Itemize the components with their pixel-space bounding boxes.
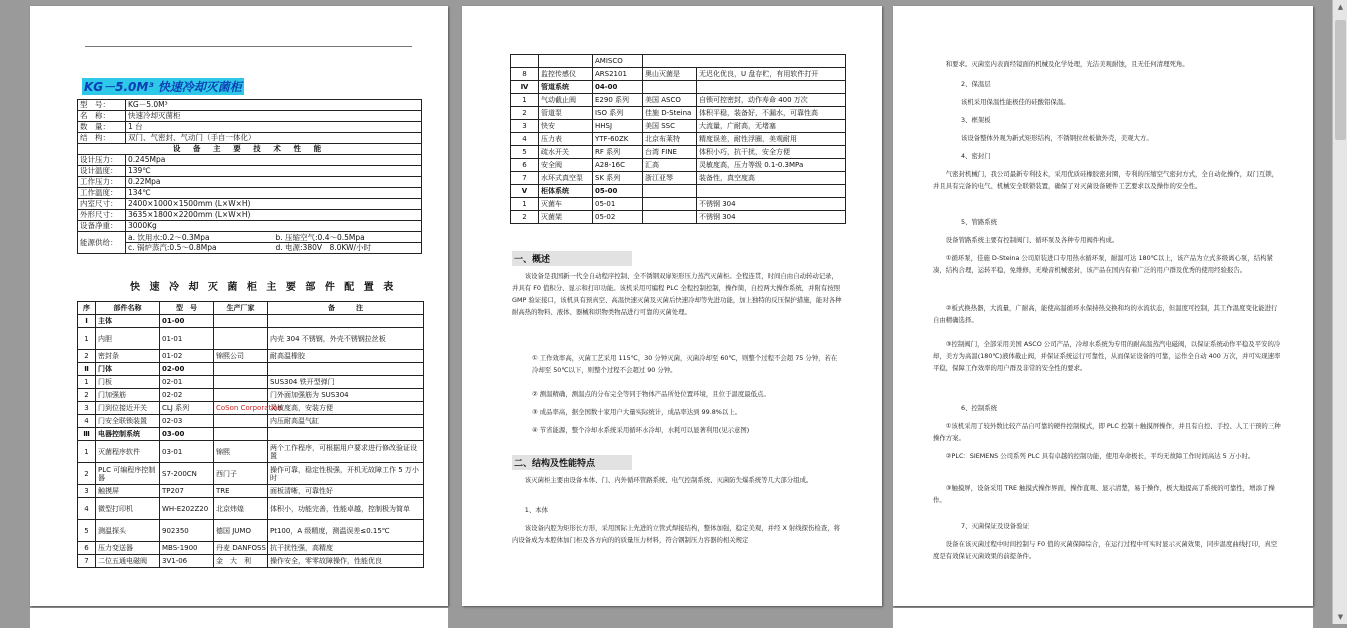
p3-para-control-b: ②PLC：SIEMENS 公司系列 PLC 具有卓越的控制功能，使用寿命极长，平均无故障工作时间高达 5 万小时。 — [945, 452, 1255, 460]
p3-para-pipe-b: ①循环泵，佳施 D-Steina 公司原装进口专用热水循环泵，耐温可达 180℃以上，该产品为立式多级离心泵，结构紧凑，结构合理，运转平稳，免维修，无噪音机械密封，该产品在国内有着广泛的用户群及优秀的使用经验报告。 — [933, 254, 1273, 274]
perf-row — [78, 155, 422, 166]
table-cell — [268, 315, 424, 328]
table-cell: SK 系列 — [593, 172, 643, 185]
table-cell: 04-00 — [593, 81, 643, 94]
config-header-row — [78, 302, 424, 315]
table-cell: 美国 ASCO — [643, 94, 697, 107]
table-cell: 面板清晰，可靠性好 — [268, 485, 424, 498]
scroll-up-arrow-icon[interactable]: ▲ — [1337, 3, 1344, 11]
table-cell: 气动截止阀 — [539, 94, 593, 107]
table-cell: 7 — [78, 555, 96, 568]
next-page-3 — [893, 608, 1313, 628]
table-cell: 02-00 — [160, 363, 214, 376]
body-paragraph: 该设备内腔为矩形长方形，采用国际上先进的立管式焊接结构，整体加强，稳定美观，并经 X 射线探伤检查，将内设备成为本腔体加门柜及各方向的的质量压力材料，符合钢制压力容器的相关规定 — [512, 524, 840, 544]
table-cell: 二位五通电磁阀 — [96, 555, 160, 568]
config-section-row — [78, 315, 424, 328]
p3-para-insulation: 该机采用保温性能极佳的硅酸铝保温。 — [961, 98, 1070, 106]
p3-para-pipe-d: ③控制阀门，全部采用美国 ASCO 公司产品，冷却水系统为专用的耐高温蒸汽电磁阀，以保证系统动作平稳及平安的冷却，美方为高温(180℃)液体截止阀，并保证系统运行可靠性，从而保证设备的可靠，运作全自动 400 万次，并可实现速率平稳，保障工作效率的用户群及非常的安全性的要求。 — [933, 340, 1281, 372]
table-cell: 0.22Mpa — [126, 177, 422, 188]
energy-item: a. 饮用水:0.2～0.3Mpa — [128, 232, 210, 242]
table-cell: 2 — [511, 211, 539, 224]
table-cell: 3 — [511, 120, 539, 133]
p3-para-frame: 该设备整体外观为新式矩形结构，不锈钢拉丝板做外壳，美观大方。 — [961, 134, 1153, 142]
table-cell: 双门、气密封、气动门（手自一体化） — [126, 133, 422, 144]
document-page-2 — [462, 6, 882, 606]
table-cell: CLJ 系列 — [160, 402, 214, 415]
table-cell: 电器控制系统 — [96, 428, 160, 441]
table-cell: 工作温度： — [78, 188, 126, 199]
table-cell: 7 — [511, 172, 539, 185]
table-cell: 体积平稳，装备好，不漏水，可靠性高 — [697, 107, 846, 120]
overview-point-3: ③ 成品率高，据全国数十家用户大量实际统计，成品率达到 99.8%以上。 — [532, 408, 742, 416]
config-row — [511, 146, 846, 159]
table-cell: 0.245Mpa — [126, 155, 422, 166]
table-cell — [214, 315, 268, 328]
config-row — [511, 172, 846, 185]
table-cell: 德国 JUMO — [214, 520, 268, 542]
table-cell: A28-16C — [593, 159, 643, 172]
perf-row — [78, 221, 422, 232]
table-cell: 型 号： — [78, 100, 126, 111]
table-cell: 1 — [511, 94, 539, 107]
table-cell — [214, 428, 268, 441]
energy-item: c. 锅炉蒸汽:0.5～0.8Mpa — [128, 242, 217, 252]
body-subheading: 1、本体 — [524, 506, 549, 514]
config-section-row — [78, 428, 424, 441]
table-cell: 序 — [78, 302, 96, 315]
table-cell: 型 号 — [160, 302, 214, 315]
table-cell: E290 系列 — [593, 94, 643, 107]
table-cell: 1 台 — [126, 122, 422, 133]
table-cell: 快速冷却灭菌柜 — [126, 111, 422, 122]
table-cell — [697, 81, 846, 94]
table-cell: 8 — [511, 68, 539, 81]
config-row — [511, 107, 846, 120]
config-row — [78, 555, 424, 568]
config-row — [511, 198, 846, 211]
table-cell: 压力变送器 — [96, 542, 160, 555]
p3-heading-control: 6、控制系统 — [961, 404, 998, 412]
config-row — [78, 542, 424, 555]
table-cell: 内胆 — [96, 328, 160, 350]
energy-line — [126, 233, 421, 243]
config-section-row — [78, 363, 424, 376]
config-row — [78, 415, 424, 428]
table-cell — [643, 81, 697, 94]
table-cell: 体积小巧，抗干扰，安全方便 — [697, 146, 846, 159]
overview-point-4: ④ 节省能源，整个冷却水系统采用循环水冷却，水耗可以显著利用(见示意图) — [532, 426, 750, 434]
spec-row — [78, 133, 422, 144]
table-cell: 工作压力： — [78, 177, 126, 188]
table-cell: 美国 SSC — [643, 120, 697, 133]
table-cell: 02-03 — [160, 415, 214, 428]
table-cell: 门板 — [96, 376, 160, 389]
table-cell: 内壳 304 不锈钢，外壳不锈钢拉丝板 — [268, 328, 424, 350]
table-cell: 操作安全，零零故障操作，性能优良 — [268, 555, 424, 568]
table-cell: 锦熙 — [214, 441, 268, 463]
config-row — [511, 94, 846, 107]
document-page-1 — [30, 6, 448, 606]
table-cell — [643, 185, 697, 198]
p3-heading-door: 4、密封门 — [961, 152, 991, 160]
table-cell — [697, 185, 846, 198]
table-cell: AMISCO — [593, 55, 643, 68]
table-cell: 1 — [78, 376, 96, 389]
table-cell: 主体 — [96, 315, 160, 328]
p3-heading-insulation: 2、保温层 — [961, 80, 991, 88]
table-cell: WH-E202Z20 — [160, 498, 214, 520]
table-cell: 134℃ — [126, 188, 422, 199]
table-cell: 2400×1000×1500mm (L×W×H) — [126, 199, 422, 210]
table-cell: 设计温度： — [78, 166, 126, 177]
table-cell: Ⅱ — [78, 363, 96, 376]
table-cell: 139℃ — [126, 166, 422, 177]
table-cell: 两个工作程序，可根据用户要求进行修改验证设置 — [268, 441, 424, 463]
p3-para-control-c: ③触摸屏，设备采用 TRE 触摸式操作界面，操作直观、显示清楚，易于操作，极大地提高了系统的可靠性，增添了操作。 — [933, 484, 1275, 504]
table-cell: 设 备 主 要 技 术 性 能 — [78, 144, 422, 155]
table-cell: 北京布莱特 — [643, 133, 697, 146]
table-cell — [214, 389, 268, 402]
table-cell: 备 注 — [268, 302, 424, 315]
table-cell: 佳施 D-Steina — [643, 107, 697, 120]
config-table — [77, 301, 424, 568]
table-cell: 自锁可控密封，动作寿命 400 万次 — [697, 94, 846, 107]
table-cell: 03-00 — [160, 428, 214, 441]
spec-row — [78, 122, 422, 133]
table-cell: 4 — [78, 415, 96, 428]
table-cell: 丹麦 DANFOSS — [214, 542, 268, 555]
table-cell: 3V1-06 — [160, 555, 214, 568]
table-cell: 快安 — [539, 120, 593, 133]
table-cell: S7-200CN — [160, 463, 214, 485]
table-cell: 不锈钢 304 — [697, 211, 846, 224]
table-cell: 4 — [78, 498, 96, 520]
table-cell: 05-02 — [593, 211, 643, 224]
table-cell: 外形尺寸： — [78, 210, 126, 221]
scrollbar-thumb[interactable] — [1335, 20, 1346, 140]
p3-heading-pipe: 5、管路系统 — [961, 218, 998, 226]
table-cell — [214, 376, 268, 389]
table-cell: 奥山灭菌是 — [643, 68, 697, 81]
table-cell: 门体 — [96, 363, 160, 376]
table-cell — [214, 415, 268, 428]
table-cell: 6 — [511, 159, 539, 172]
table-cell — [539, 55, 593, 68]
p3-para-pipe-a: 设备管路系统主要有控制阀门、循环泵及各种专用阀件构成。 — [945, 236, 1119, 244]
section-heading-structure: 二、结构及性能特点 — [512, 455, 632, 470]
table-cell: 01-00 — [160, 315, 214, 328]
perf-row — [78, 188, 422, 199]
table-cell — [268, 363, 424, 376]
table-cell: 无迟化优良，U 盘存贮，有用软件打开 — [697, 68, 846, 81]
config-row — [511, 68, 846, 81]
table-cell: 2 — [511, 107, 539, 120]
config-table-continued — [510, 54, 846, 224]
table-cell: 测温探头 — [96, 520, 160, 542]
table-cell: 01-01 — [160, 328, 214, 350]
table-cell: 02-02 — [160, 389, 214, 402]
spec-row — [78, 111, 422, 122]
table-cell: 2 — [78, 389, 96, 402]
table-cell: 灭菌程序软件 — [96, 441, 160, 463]
table-cell: TRE — [214, 485, 268, 498]
overview-point-1: ① 工作效率高，灭菌工艺采用 115℃，30 分钟灭菌，灭菌冷却至 60℃，则整个过程不会超 75 分钟，若在冷却至 50℃以下，则整个过程不会超过 90 分钟。 — [532, 354, 838, 374]
overview-point-2: ② 测温精确，测温点的分布完全等同于物体产品所处位置环境，且位于温度最低点。 — [532, 390, 770, 398]
config-row — [78, 389, 424, 402]
table-cell: 管道系统 — [539, 81, 593, 94]
table-cell: 5 — [511, 146, 539, 159]
table-cell: Ⅴ — [511, 185, 539, 198]
table-cell — [643, 211, 697, 224]
section-heading-overview: 一、概述 — [512, 251, 632, 266]
table-cell: 部件名称 — [96, 302, 160, 315]
table-cell: 3000Kg — [126, 221, 422, 232]
config-row — [511, 133, 846, 146]
table-cell: 灭菌架 — [539, 211, 593, 224]
table-cell: 监控传感仪 — [539, 68, 593, 81]
config-row — [78, 328, 424, 350]
table-cell: 台湾 FINE — [643, 146, 697, 159]
table-cell: TP207 — [160, 485, 214, 498]
config-section-row — [511, 81, 846, 94]
table-cell — [643, 55, 846, 68]
table-cell: 4 — [511, 133, 539, 146]
table-cell: 02-01 — [160, 376, 214, 389]
table-cell: 6 — [78, 542, 96, 555]
config-row — [78, 402, 424, 415]
table-cell: SUS304 铁开型弹门 — [268, 376, 424, 389]
table-cell: 门到位接近开关 — [96, 402, 160, 415]
document-page-3 — [893, 6, 1313, 606]
table-cell: 触摸屏 — [96, 485, 160, 498]
config-row — [78, 376, 424, 389]
p3-heading-frame: 3、框架板 — [961, 116, 991, 124]
table-cell: 05-00 — [593, 185, 643, 198]
config-row — [78, 350, 424, 363]
table-cell: RF 系列 — [593, 146, 643, 159]
config-row — [78, 463, 424, 485]
table-cell: 柜体系统 — [539, 185, 593, 198]
config-row — [511, 55, 846, 68]
table-cell: 3 — [78, 402, 96, 415]
vertical-scrollbar[interactable] — [1332, 0, 1347, 624]
next-page-1 — [30, 608, 448, 628]
energy-row — [78, 232, 422, 254]
p3-para-validation: 设备在该灭菌过程中时间控制与 F0 值的灭菌保障综合，在运行过程中可实时显示灭菌效果，同步温度曲线打印，真空度是有效保证灭菌效果的前提条件。 — [933, 540, 1278, 560]
table-cell: 902350 — [160, 520, 214, 542]
table-cell: MBS-1900 — [160, 542, 214, 555]
table-cell: YTF-60ZK — [593, 133, 643, 146]
table-cell: 不锈钢 304 — [697, 198, 846, 211]
table-cell: 压力表 — [539, 133, 593, 146]
table-cell: Pt100，A 级精度，测温误差≤0.15℃ — [268, 520, 424, 542]
table-cell: 疏水开关 — [539, 146, 593, 159]
config-row — [511, 159, 846, 172]
table-cell: KG－5.0M³ — [126, 100, 422, 111]
table-cell: 灭菌车 — [539, 198, 593, 211]
table-cell: 耐高温橡胶 — [268, 350, 424, 363]
table-cell: 门安全联锁装置 — [96, 415, 160, 428]
table-cell: 西门子 — [214, 463, 268, 485]
config-row — [511, 120, 846, 133]
config-section-row — [511, 185, 846, 198]
table-cell: 管道泵 — [539, 107, 593, 120]
table-cell — [643, 198, 697, 211]
table-cell: ARS2101 — [593, 68, 643, 81]
table-cell: 装备性，真空度高 — [697, 172, 846, 185]
table-cell: 3635×1800×2200mm (L×W×H) — [126, 210, 422, 221]
scroll-down-arrow-icon[interactable]: ▼ — [1337, 613, 1344, 621]
table-cell: 汇高 — [643, 159, 697, 172]
table-cell: 内压耐高温气缸 — [268, 415, 424, 428]
perf-row — [78, 166, 422, 177]
table-cell: 设计压力： — [78, 155, 126, 166]
table-cell: Ⅲ — [78, 428, 96, 441]
energy-line — [126, 243, 421, 253]
spec-row — [78, 100, 422, 111]
table-cell — [214, 328, 268, 350]
table-cell: 1 — [78, 328, 96, 350]
table-cell: Ⅳ — [511, 81, 539, 94]
config-row — [78, 441, 424, 463]
table-cell: 操作可靠，稳定性极强，开机无故障工作 5 万小时 — [268, 463, 424, 485]
config-row — [78, 520, 424, 542]
table-cell: 2 — [78, 463, 96, 485]
table-cell: 01-02 — [160, 350, 214, 363]
table-cell: 2 — [78, 350, 96, 363]
spec-table — [77, 99, 422, 254]
table-cell: PLC 可编程序控制器 — [96, 463, 160, 485]
p3-heading-validation: 7、灭菌保证及设备验证 — [961, 522, 1029, 530]
table-cell — [268, 428, 424, 441]
product-title: KG－5.0M³ 快速冷却灭菌柜 — [84, 80, 242, 94]
table-cell: 5 — [78, 520, 96, 542]
table-cell: 北京炜煌 — [214, 498, 268, 520]
table-cell: CoSon Corporation — [214, 402, 268, 415]
table-cell: 内室尺寸： — [78, 199, 126, 210]
p3-para-pipe-c: ②板式换热器，大流量，广耐高，能使高温循环水保持热交换和均的水流状态，但温度可控制，其工作温度变化能进行自由精确选择。 — [933, 304, 1278, 324]
table-cell: 大流量，广耐高，无堵塞 — [697, 120, 846, 133]
table-cell: 灵敏度高，压力等级 0.1-0.3MPa — [697, 159, 846, 172]
table-cell: 门外面加强筋为 SUS304 — [268, 389, 424, 402]
table-cell: 体积小，功能完善，性能卓越，控制极为简单 — [268, 498, 424, 520]
table-cell: HHSJ — [593, 120, 643, 133]
table-cell: 03-01 — [160, 441, 214, 463]
table-cell: 精度误差，耐性浮圈，美观耐用 — [697, 133, 846, 146]
table-cell: 能源供给： — [78, 232, 126, 254]
table-cell: 抗干扰性强，高精度 — [268, 542, 424, 555]
table-cell: 设备净重： — [78, 221, 126, 232]
spec-header-row — [78, 144, 422, 155]
table-cell: 1 — [78, 441, 96, 463]
table-cell: 名 称： — [78, 111, 126, 122]
energy-item: d. 电源:380V 8.0KW/小时 — [275, 242, 372, 252]
p3-para-control-a: ①该机采用了较外数比较产品自可靠的硬件控制模式，即 PLC 控制＋触摸屏操作，并且有自控、手控、人工干预的三种操作方案。 — [933, 422, 1281, 442]
table-cell: 水环式真空泵 — [539, 172, 593, 185]
table-cell: 微型打印机 — [96, 498, 160, 520]
energy-values — [126, 232, 422, 254]
table-cell: 门加强筋 — [96, 389, 160, 402]
p3-para-0: 和要求。灭菌室内表面经镜面的机械及化学处理，光洁美观耐蚀，且无任何清理死角。 — [945, 60, 1189, 68]
table-cell — [511, 55, 539, 68]
table-cell: 3 — [78, 485, 96, 498]
p3-para-door: 气密封机械门，我公司最新专利技术，采用优质硅橡胶密封圈，专利的压缩空气密封方式，全自动化操作，双门互锁，并且具有完备的电气、机械安全联锁装置，确保了对灭菌设备硬件工艺要求以及操作的安全性。 — [933, 170, 1279, 190]
config-row — [78, 498, 424, 520]
table-cell: 浙江亚琴 — [643, 172, 697, 185]
table-cell: 锦熙公司 — [214, 350, 268, 363]
table-cell: 结 构： — [78, 133, 126, 144]
config-row — [511, 211, 846, 224]
overview-paragraph: 该设备是我国新一代全自动程序控制、全不锈钢双扉矩形压力蒸汽灭菌柜。全程连贯，时间自由自动转动记录，并具有 F0 值积分、显示和打印功能。该机采用可编程 PLC 全程控制控制，操作简，自控两大操作系统，并附有按照 GMP 验证接口，该机具有预真空、高温快速灭菌及灭菌后快速冷却等先进功能，加上独特的反压保护措施，能对各种耐高热的物料、液体、器械和织物类物品进行可靠的灭菌处理。 — [512, 272, 842, 316]
table-cell: 灵敏度高，安装方便 — [268, 402, 424, 415]
perf-row — [78, 210, 422, 221]
table-cell: 1 — [511, 198, 539, 211]
table-cell: 密封条 — [96, 350, 160, 363]
energy-item: b. 压缩空气:0.4～0.5Mpa — [275, 232, 365, 242]
perf-row — [78, 199, 422, 210]
table-cell: 数 量： — [78, 122, 126, 133]
structure-paragraph: 该灭菌柜主要由设备本体、门、内外循环管路系统、电气控制系统、灭菌防失爆系统等几大部分组成。 — [524, 476, 813, 484]
table-cell: ISO 系列 — [593, 107, 643, 120]
table-cell: Ⅰ — [78, 315, 96, 328]
header-rule — [85, 46, 412, 47]
table-cell: 05-01 — [593, 198, 643, 211]
config-table-title: 快 速 冷 却 灭 菌 柜 主 要 部 件 配 置 表 — [130, 282, 397, 293]
table-cell: 生产厂家 — [214, 302, 268, 315]
perf-row — [78, 177, 422, 188]
config-row — [78, 485, 424, 498]
table-cell: 金 大 利 — [214, 555, 268, 568]
table-cell: 安全阀 — [539, 159, 593, 172]
table-cell — [214, 363, 268, 376]
